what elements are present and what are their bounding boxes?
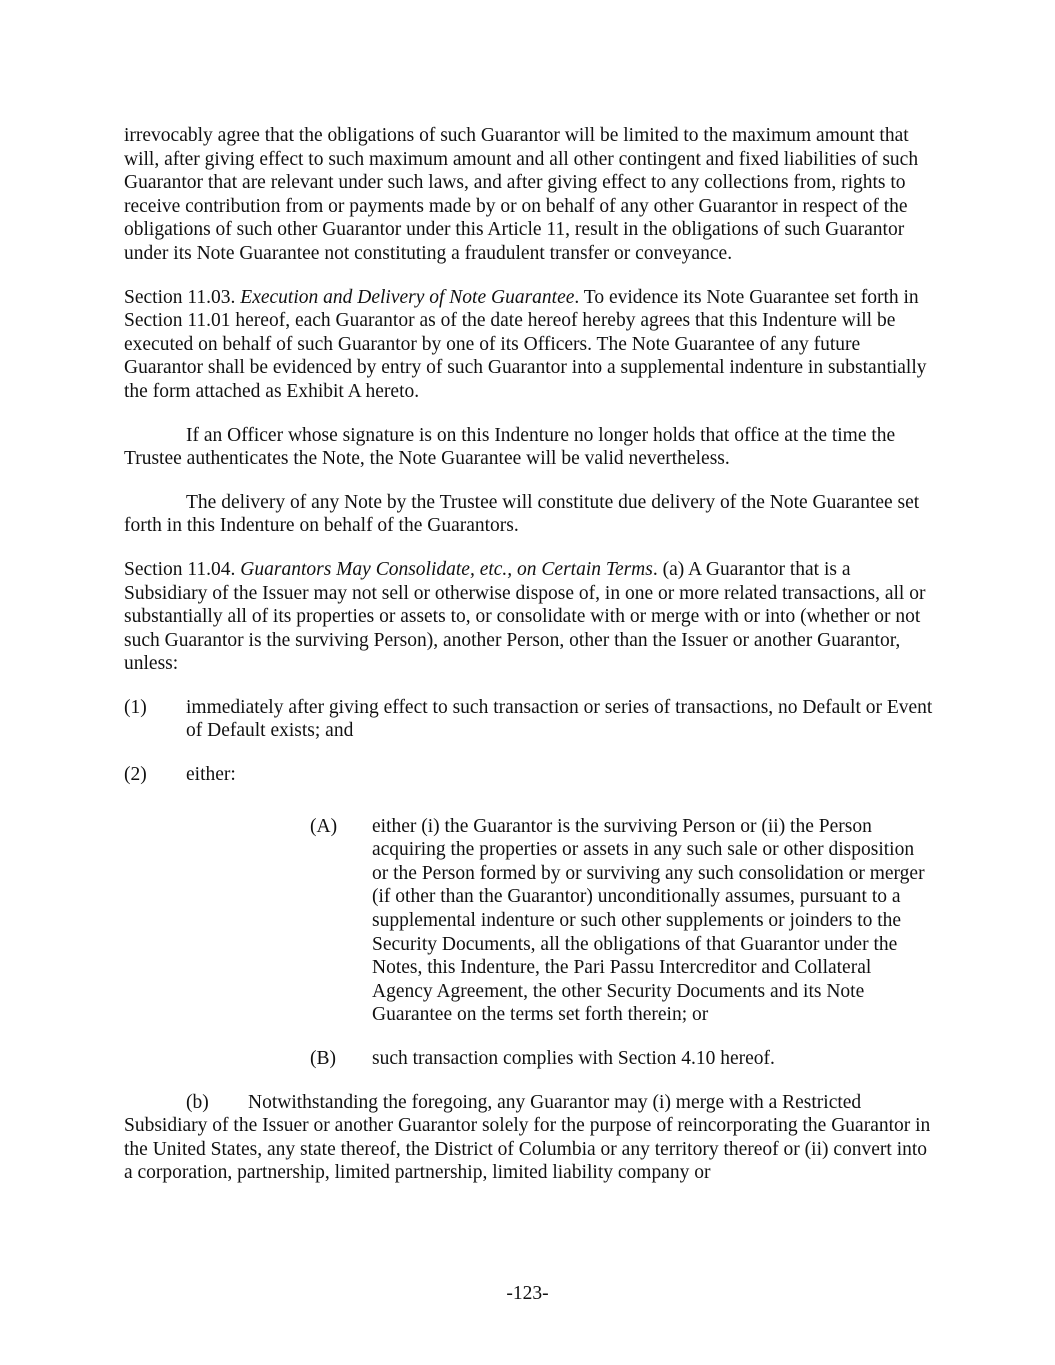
list-item-2-number: (2) <box>124 764 147 786</box>
sub-item-b-text: such transaction complies with Section 4.10 hereof. <box>372 1048 775 1069</box>
sub-item-b-number: (B) <box>310 1048 336 1069</box>
paragraph-guarantor-limitation: irrevocably agree that the obligations of such Guarantor will be limited to the maximum amount that will, after giving effect to such maximum amount and all other contingent and fixed liabilities of such Guarantor that are relevant under such laws, and after giving effect to any collections from, rights to receive contribution from or payments made by or on behalf of any other Guarantor in respect of the obligations of such other Guarantor under this Article 11, result in the obligations of such Guarantor under its Note Guarantee not constituting a fraudulent transfer or conveyance. <box>124 125 919 264</box>
section-11-03-number: Section 11.03. <box>124 286 236 308</box>
sub-item-b <box>310 1047 934 1071</box>
list-item-1-number: (1) <box>124 696 147 718</box>
section-11-04 <box>124 558 934 676</box>
list-item-2 <box>124 763 934 787</box>
paragraph-officer-signature: If an Officer whose signature is on this Indenture no longer holds that office at the time the Trustee authenticates the Note, the Note Guarantee will be valid nevertheless. <box>124 424 896 470</box>
paragraph-b-text: Notwithstanding the foregoing, any Guarantor may (i) merge with a Restricted Subsidiary of the Issuer or another Guarantor solely for the purpose of reincorporating the Guarantor in the United States, any state thereof, the District of Columbia or any territory thereof or (ii) convert into a corporation, partnership, limited partnership, limited liability company or <box>124 1091 931 1184</box>
list-item-1 <box>124 696 934 743</box>
paragraph-note-delivery: The delivery of any Note by the Trustee will constitute due delivery of the Note Guarantee set forth in this Indenture on behalf of the Guarantors. <box>124 491 920 537</box>
sub-item-a-number: (A) <box>310 815 338 837</box>
list-item-1-text: immediately after giving effect to such transaction or series of transactions, no Default or Event of Default exists; and <box>186 696 933 742</box>
paragraph-b-number: (b) <box>186 1091 209 1113</box>
paragraph-b <box>124 1091 934 1185</box>
sub-item-a <box>310 815 934 1027</box>
section-11-04-heading: Guarantors May Consolidate, etc., on Certain Terms <box>240 558 653 580</box>
page-number: -123- <box>506 1283 549 1304</box>
section-11-04-body: . (a) A Guarantor that is a Subsidiary of the Issuer may not sell or otherwise dispose of, in one or more related transactions, all or substantially all of its properties or assets to, or consolidate with or merge with or into (whether or not such Guarantor is the surviving Person), another Person, other than the Issuer or another Guarantor, unless: <box>124 558 926 675</box>
sub-item-a-text: either (i) the Guarantor is the surviving Person or (ii) the Person acquiring the properties or assets in any such sale or other disposition or the Person formed by or surviving any such consolidation or merger (if other than the Guarantor) unconditionally assumes, pursuant to a supplemental indenture or such other supplements or joinders to the Security Documents, all the obligations of that Guarantor under the Notes, this Indenture, the Pari Passu Intercreditor and Collateral Agency Agreement, the other Security Documents and its Note Guarantee on the terms set forth therein; or <box>372 815 925 1026</box>
section-11-04-number: Section 11.04. <box>124 558 236 580</box>
section-11-03-heading: Execution and Delivery of Note Guarantee <box>240 286 575 308</box>
document-body <box>124 124 934 1205</box>
section-11-03-body: . To evidence its Note Guarantee set forth in Section 11.01 hereof, each Guarantor as of the date hereof hereby agrees that this Indenture will be executed on behalf of such Guarantor by one of its Officers. The Note Guarantee of any future Guarantor shall be evidenced by entry of such Guarantor into a supplemental indenture in substantially the form attached as Exhibit A hereto. <box>124 286 927 402</box>
list-item-2-text: either: <box>186 764 236 786</box>
section-11-03 <box>124 286 934 404</box>
